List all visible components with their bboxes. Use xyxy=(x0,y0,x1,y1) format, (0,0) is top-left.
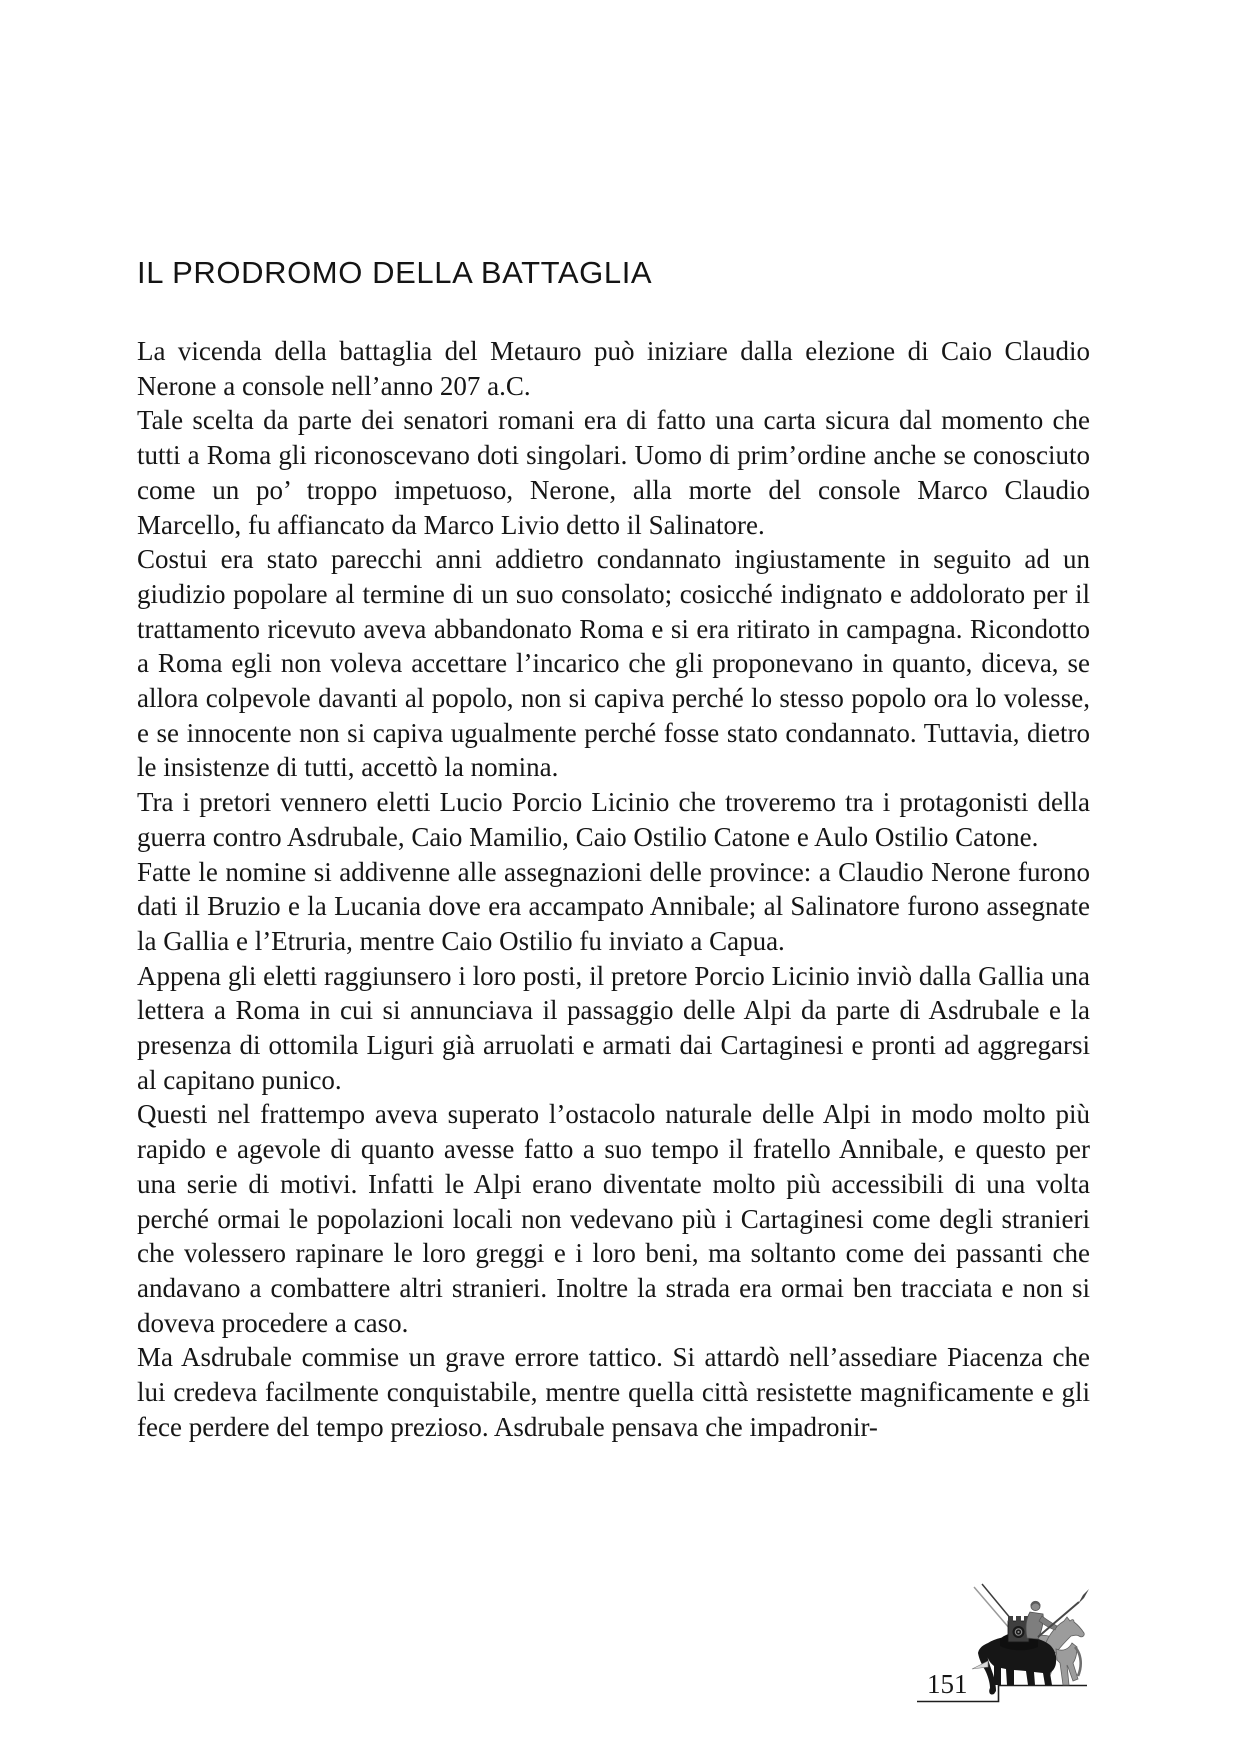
paragraph: Questi nel frattempo aveva superato l’ostacolo naturale delle Alpi in modo molto più rapido e agevole di quanto avesse fatto a suo tempo il fratello Annibale, e questo per una serie di motivi. Infatti le Alpi erano diventate molto più accessibili di una volta perché ormai le popolazioni locali non vedevano più i Cartaginesi come degli stranieri che volessero rapinare le loro greggi e i loro beni, ma soltanto come dei passanti che andavano a combattere altri stranieri. Inoltre la strada era ormai ben tracciata e non si doveva procedere a caso. xyxy=(137,1099,1090,1338)
paragraph: Tale scelta da parte dei senatori romani era di fatto una carta sicura dal momento che tutti a Roma gli riconoscevano doti singolari. Uomo di prim’ordine anche se conosciuto come un po’ troppo impetuoso, Nerone, alla morte del console Marco Claudio Marcello, fu affiancato da Marco Livio detto il Salinatore. xyxy=(137,405,1090,540)
page-number: 151 xyxy=(927,1669,968,1699)
paragraph: Ma Asdrubale commise un grave errore tattico. Si attardò nell’assediare Piacenza che lui credeva facilmente conquistabile, mentre quella città resistette magnificamente e gli fece perdere del tempo prezioso. Asdrubale pensava che impadronir- xyxy=(137,1342,1090,1442)
paragraph: Tra i pretori vennero eletti Lucio Porcio Licinio che troveremo tra i protagonisti della guerra contro Asdrubale, Caio Mamilio, Caio Ostilio Catone e Aulo Ostilio Catone. xyxy=(137,787,1090,852)
body-text xyxy=(137,334,1090,1445)
paragraph: Fatte le nomine si addivenne alle assegnazioni delle province: a Claudio Nerone furono dati il Bruzio e la Lucania dove era accampato Annibale; al Salinatore furono assegnate la Gallia e l’Etruria, mentre Caio Ostilio fu inviato a Capua. xyxy=(137,856,1090,956)
lance xyxy=(974,1587,1010,1629)
spearhead xyxy=(1078,1589,1089,1604)
war-elephant-illustration xyxy=(860,1575,1120,1710)
paragraph: La vicenda della battaglia del Metauro può iniziare dalla elezione di Caio Claudio Nerone a console nell’anno 207 a.C. xyxy=(137,336,1090,401)
paragraph: Costui era stato parecchi anni addietro condannato ingiustamente in seguito ad un giudizio popolare al termine di un suo consolato; cosicché indignato e addolorato per il trattamento ricevuto aveva abbandonato Roma e si era ritirato in campagna. Ricondotto a Roma egli non voleva accettare l’incarico che gli proponevano in quanto, diceva, se allora colpevole davanti al popolo, non si capiva perché lo stesso popolo ora lo volesse, e se innocente non si capiva ugualmente perché fosse stato condannato. Tuttavia, dietro le insistenze di tutti, accettò la nomina. xyxy=(137,544,1090,783)
chapter-heading: IL PRODROMO DELLA BATTAGLIA xyxy=(137,255,653,290)
paragraph: Appena gli eletti raggiunsero i loro posti, il pretore Porcio Licinio inviò dalla Gallia una lettera a Roma in cui si annunciava il passaggio delle Alpi da parte di Asdrubale e la presenza di ottomila Liguri già arruolati e armati dai Cartaginesi e pronti ad aggregarsi al capitano punico. xyxy=(137,960,1090,1095)
